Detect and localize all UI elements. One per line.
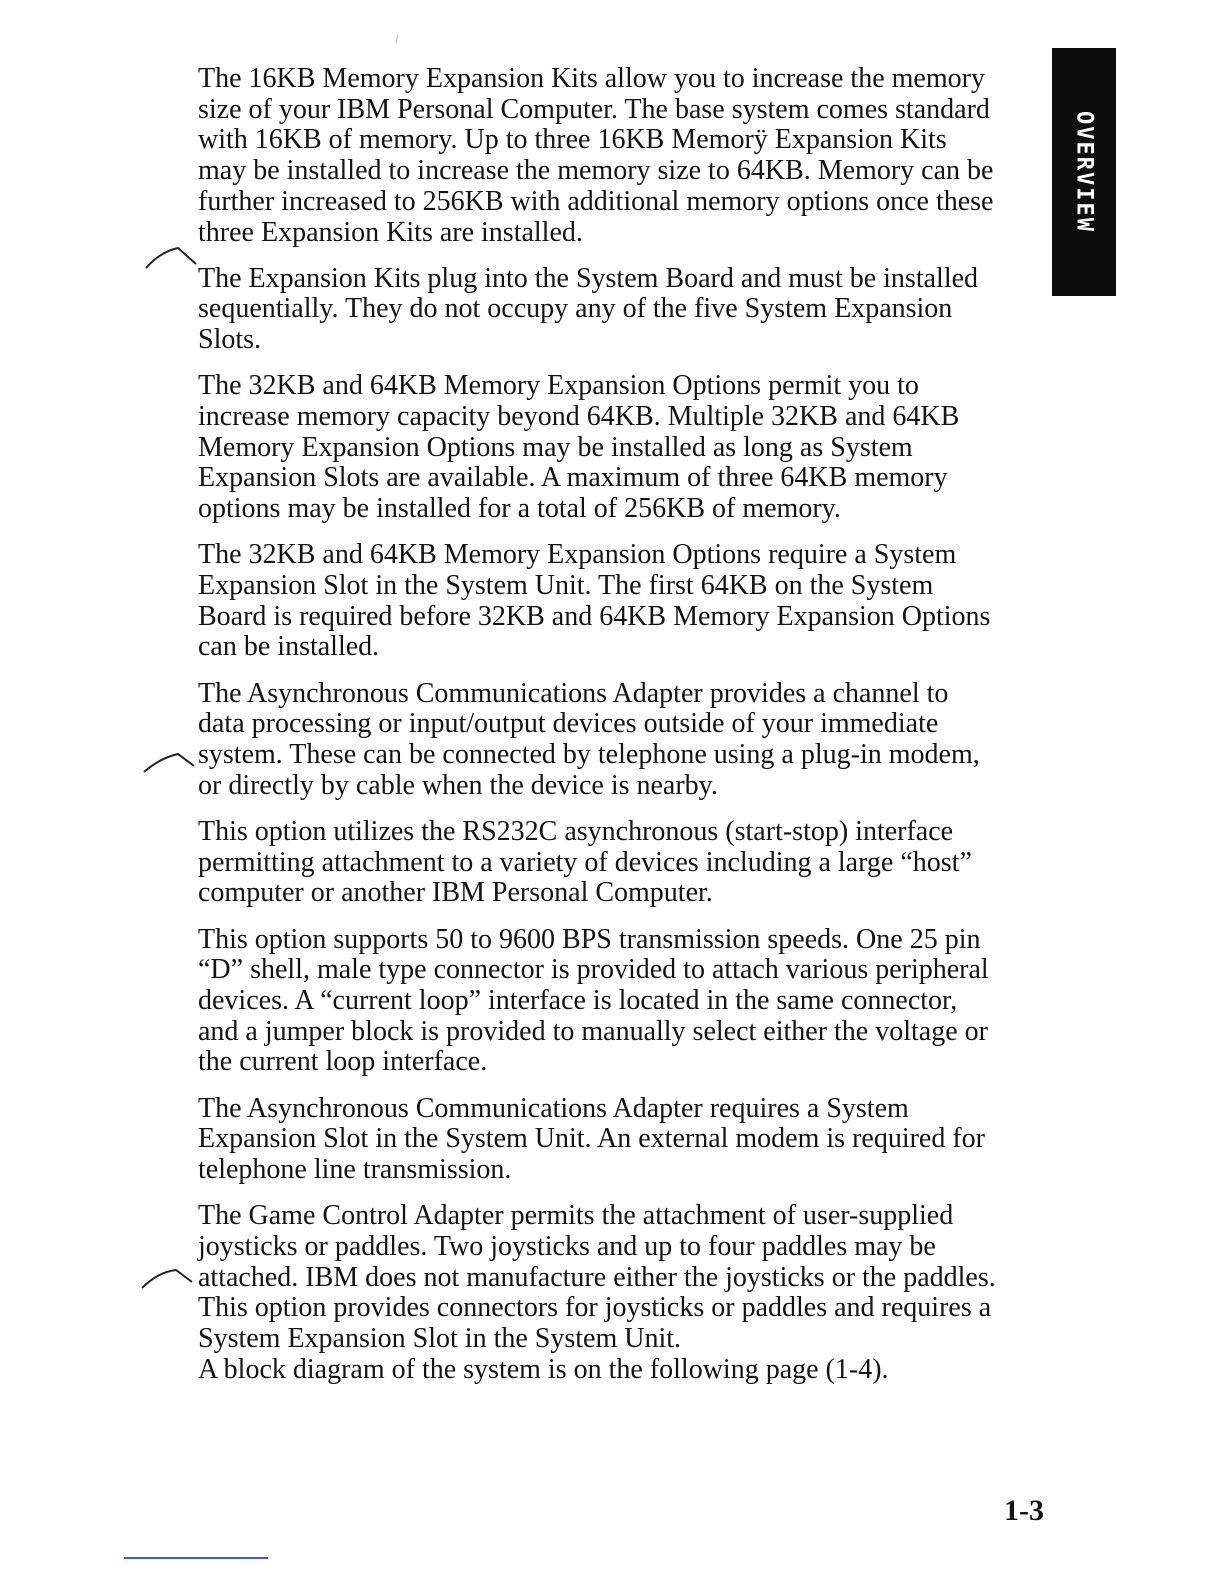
text-line: permitting attachment to a variety of devices including a large “host” [198,846,972,878]
text-line: The Asynchronous Communications Adapter requires a System [198,1092,909,1124]
text-line: Slots. [198,324,262,356]
paragraph-async-adapter [198,679,1032,802]
text-line: devices. A “current loop” interface is located in the same connector, [198,984,958,1016]
text-line: options may be installed for a total of 256KB of memory. [198,493,841,525]
text-line: sequentially. They do not occupy any of the five System Expansion [198,293,953,325]
text-line: The 32KB and 64KB Memory Expansion Options permit you to [198,370,919,402]
text-line: The 16KB Memory Expansion Kits allow you to increase the memory [198,63,985,94]
section-tab [1052,48,1116,296]
text-line: Memory Expansion Options may be installed as long as System [198,431,913,463]
body-text [198,64,1032,1401]
text-line: with 16KB of memory. Up to three 16KB Memorÿ Expansion Kits [198,124,947,156]
paragraph-memory-options-requirements [198,540,1032,663]
text-line: Expansion Slot in the System Unit. The first 64KB on the System [198,570,934,602]
text-line: three Expansion Kits are installed. [198,216,583,248]
text-line: and a jumper block is provided to manually select either the voltage or [198,1015,988,1047]
text-line: The Game Control Adapter permits the attachment of user-supplied [198,1200,954,1232]
paragraph-memory-options [198,371,1032,525]
text-line: The Expansion Kits plug into the System Board and must be installed [198,262,979,294]
paragraph-block-diagram-reference [198,1355,1032,1386]
margin-caret-mark [140,1266,200,1292]
footer-rule [124,1557,268,1559]
text-line: system. These can be connected by telephone using a plug-in modem, [198,739,980,771]
page-number: 1-3 [1004,1494,1044,1527]
margin-caret-mark [142,748,202,774]
text-line: telephone line transmission. [198,1154,512,1185]
text-line: The 32KB and 64KB Memory Expansion Options require a System [198,539,957,571]
text-line: Board is required before 32KB and 64KB Memory Expansion Options [198,600,991,632]
text-line: A block diagram of the system is on the following page (1-4). [198,1353,889,1385]
text-line: The Asynchronous Communications Adapter provides a channel to [198,677,949,709]
text-line: Expansion Slots are available. A maximum of three 64KB memory [198,462,948,494]
text-line: the current loop interface. [198,1046,488,1078]
section-tab-label: OVERVIEW [1071,111,1097,233]
paragraph-rs232c [198,817,1032,909]
paragraph-memory-expansion-kits [198,64,1032,248]
paragraph-transmission-speeds [198,925,1032,1079]
text-line: joysticks or paddles. Two joysticks and up to four paddles may be [198,1230,936,1262]
text-line: data processing or input/output devices outside of your immediate [198,708,939,740]
text-line: size of your IBM Personal Computer. The base system comes standard [198,93,990,125]
text-line: or directly by cable when the device is nearby. [198,769,718,801]
text-line: can be installed. [198,631,380,663]
text-line: computer or another IBM Personal Computer. [198,877,713,909]
text-line: may be installed to increase the memory size to 64KB. Memory can be [198,155,994,187]
text-line: “D” shell, male type connector is provided to attach various peripheral [198,954,989,986]
text-line: This option supports 50 to 9600 BPS transmission speeds. One 25 pin [198,923,981,955]
text-line: attached. IBM does not manufacture either the joysticks or the paddles. [198,1261,996,1293]
text-line: System Expansion Slot in the System Unit. [198,1323,682,1355]
text-line: further increased to 256KB with additional memory options once these [198,185,994,217]
text-line: This option utilizes the RS232C asynchronous (start-stop) interface [198,815,954,847]
paragraph-async-adapter-requirements [198,1094,1032,1186]
paragraph-expansion-kits-install [198,264,1032,356]
scan-artifact-mark [396,30,398,38]
text-line: increase memory capacity beyond 64KB. Multiple 32KB and 64KB [198,401,960,433]
paragraph-game-control-adapter [198,1201,1032,1355]
text-line: This option provides connectors for joysticks or paddles and requires a [198,1292,992,1324]
margin-caret-mark [144,244,204,270]
text-line: Expansion Slot in the System Unit. An external modem is required for [198,1123,985,1155]
